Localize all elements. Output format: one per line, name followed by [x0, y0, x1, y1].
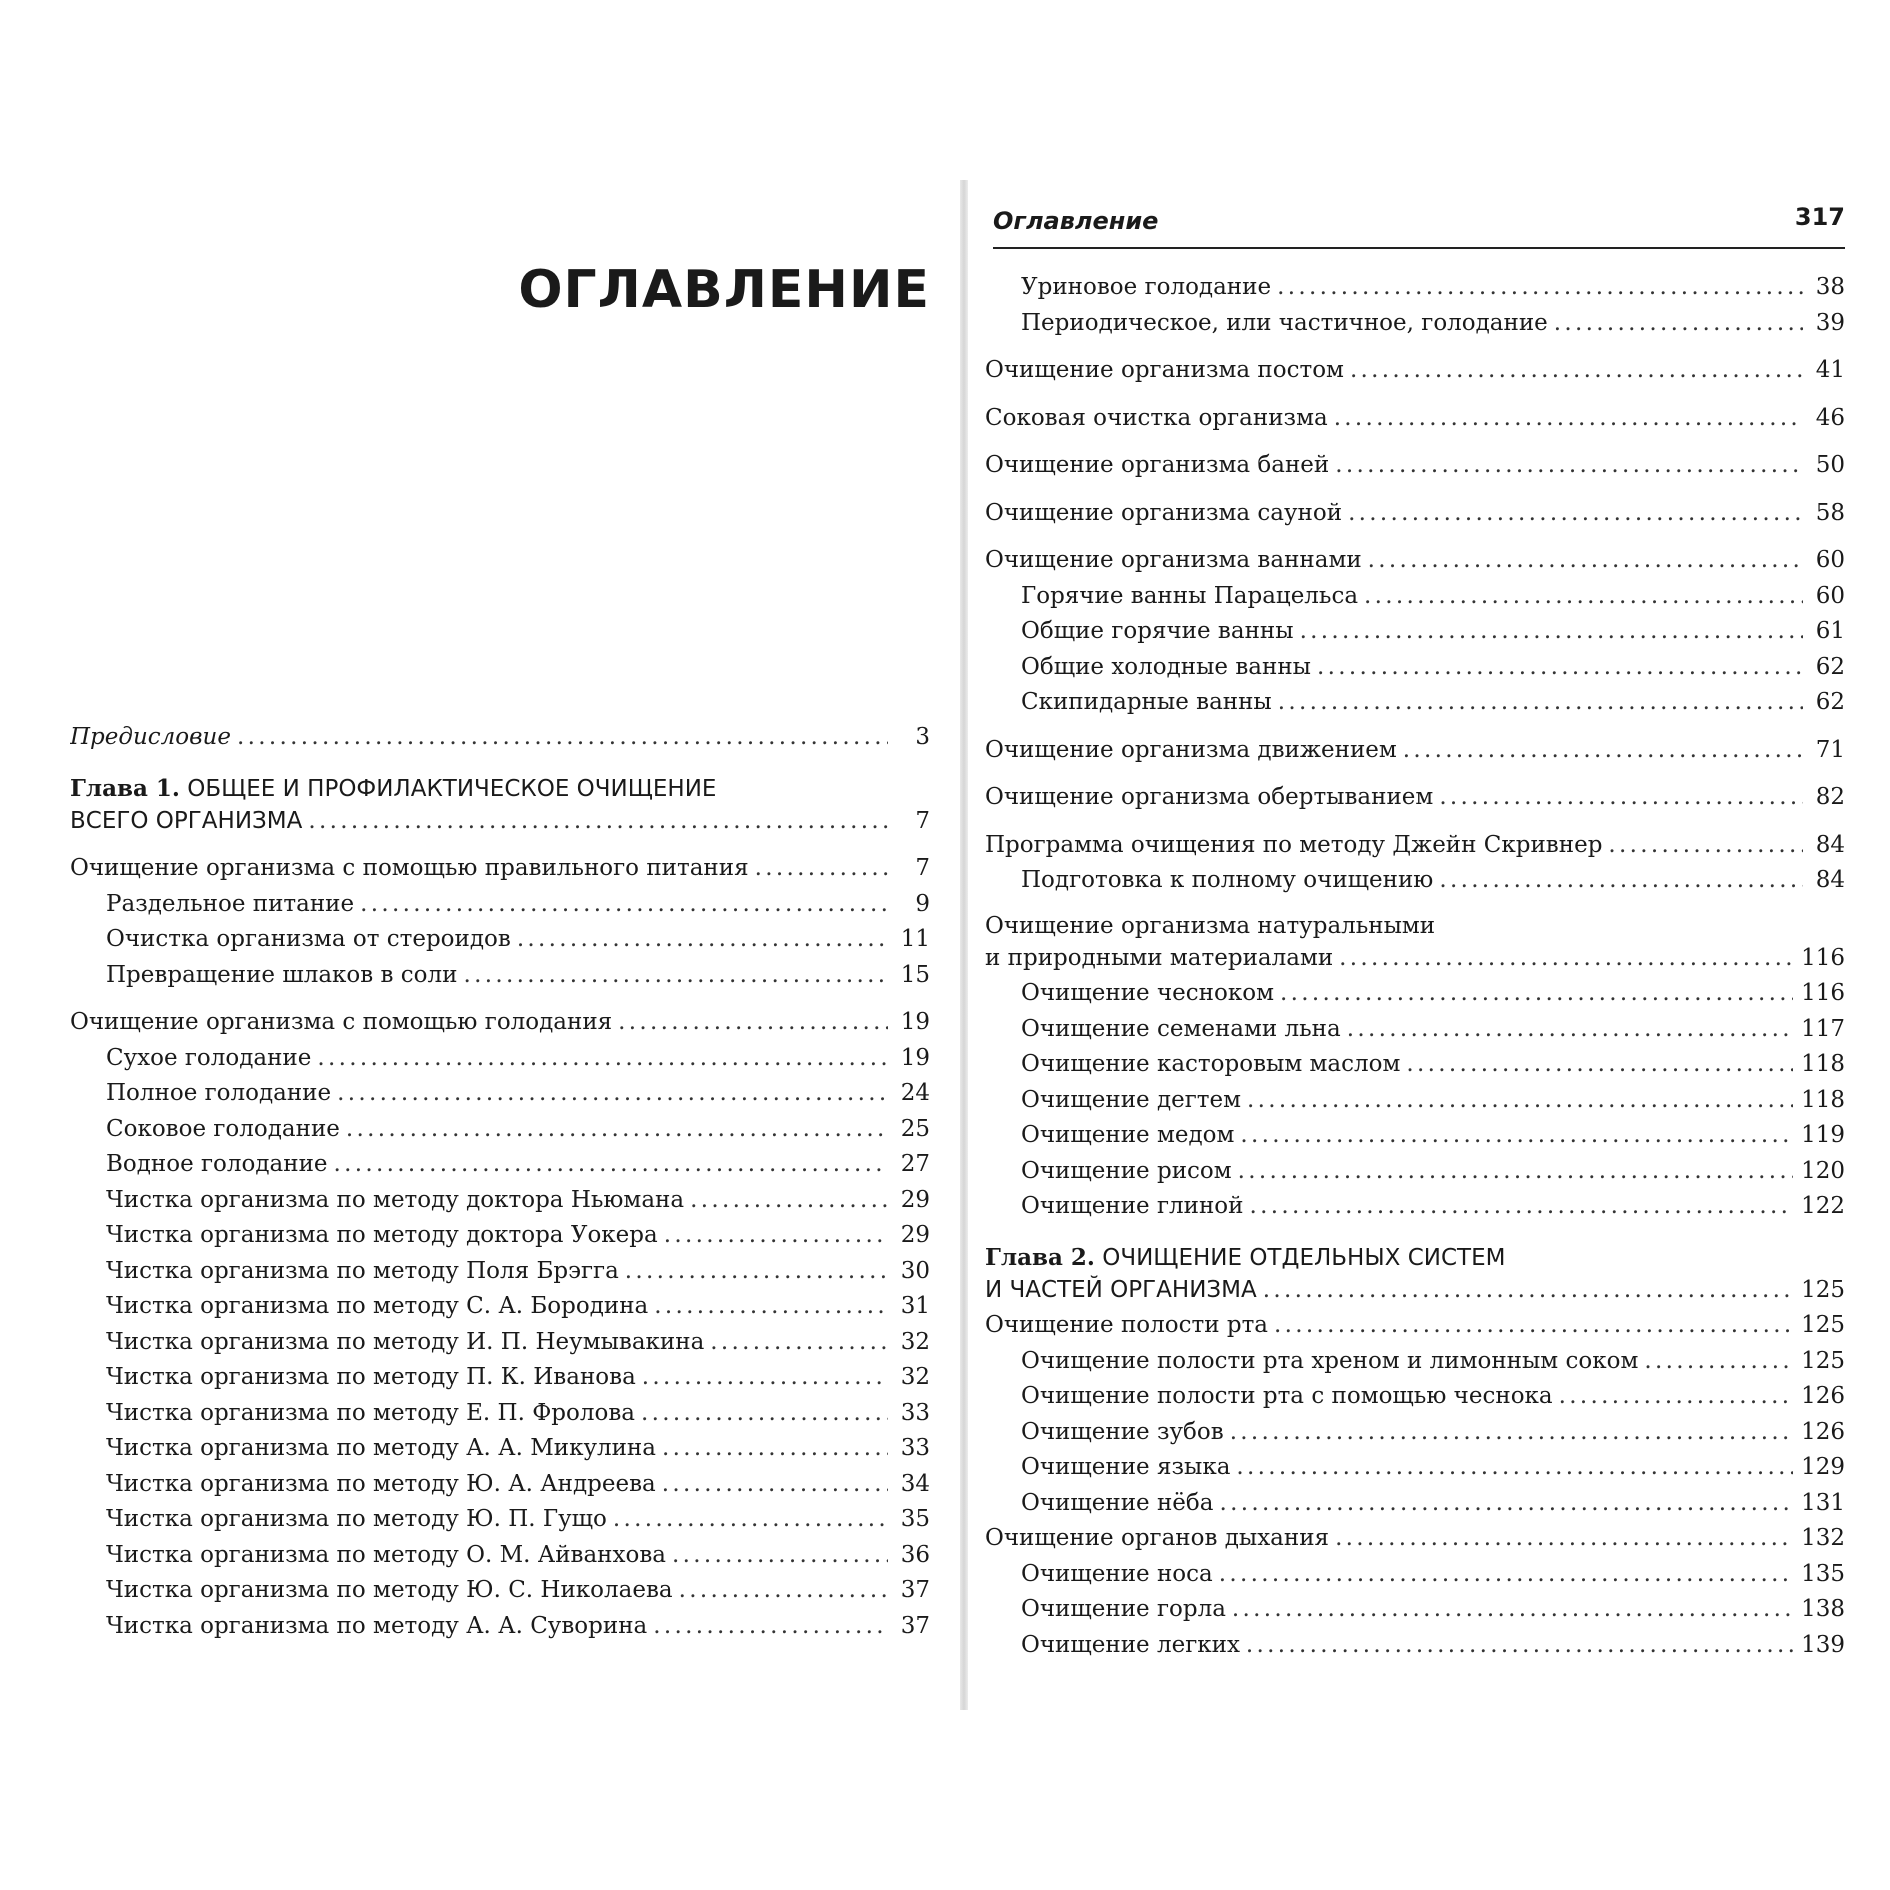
toc-page-number: 24	[900, 1080, 930, 1106]
toc-entry-title: Чистка организма по методу А. А. Микулина	[106, 1435, 656, 1461]
dot-leader	[517, 922, 888, 958]
dot-leader	[664, 1218, 888, 1254]
toc-entry-title: Подготовка к полному очищению	[1021, 867, 1434, 893]
dot-leader	[641, 1396, 888, 1432]
dot-leader	[1317, 650, 1803, 686]
toc-page-number: 30	[900, 1257, 930, 1284]
toc-page-number: 120	[1801, 1157, 1845, 1184]
toc-page-number: 41	[1815, 357, 1845, 383]
toc-page-number: 126	[1801, 1383, 1845, 1409]
toc-page-number: 122	[1801, 1193, 1845, 1219]
toc-page-number: 139	[1801, 1631, 1845, 1658]
toc-subentry	[985, 1189, 1845, 1225]
dot-leader	[1364, 579, 1803, 615]
toc-page-number: 125	[1801, 1276, 1845, 1303]
toc-page-number: 129	[1801, 1454, 1845, 1480]
dot-leader	[1247, 1083, 1793, 1119]
toc-page-number: 60	[1815, 547, 1845, 573]
toc-subentry	[985, 579, 1845, 615]
toc-entry-title: Очищение органов дыхания	[985, 1525, 1330, 1551]
toc-subentry	[70, 1609, 930, 1645]
dot-leader	[317, 1041, 888, 1077]
toc-entry-title: Очищение чесноком	[1021, 980, 1274, 1006]
toc-entry-title: Очищение организма с помощью голодания	[70, 1009, 613, 1035]
dot-leader	[679, 1573, 888, 1609]
toc-page-number: 37	[900, 1612, 930, 1639]
dot-leader	[1236, 1450, 1793, 1486]
toc-entry-title: Очищение семенами льна	[1021, 1015, 1341, 1042]
toc-page-number: 62	[1815, 689, 1845, 715]
dot-leader	[1300, 614, 1803, 650]
toc-page-number: 31	[900, 1293, 930, 1319]
toc-entry-title: Предисловие	[70, 724, 231, 750]
toc-page-number: 125	[1801, 1347, 1845, 1374]
toc-entry	[985, 496, 1845, 532]
toc-subentry	[70, 1360, 930, 1396]
toc-page-number: 35	[900, 1506, 930, 1532]
toc-page-number: 117	[1801, 1015, 1845, 1042]
dot-leader	[1347, 1012, 1793, 1048]
toc-entry-title: Чистка организма по методу Е. П. Фролова	[106, 1399, 635, 1426]
toc-page-number: 38	[1815, 274, 1845, 300]
toc-page-number: 135	[1801, 1560, 1845, 1587]
toc-subentry	[985, 614, 1845, 650]
toc-subentry	[985, 1379, 1845, 1415]
toc-entry-title: Раздельное питание	[106, 890, 355, 917]
toc-entry-title: Полное голодание	[106, 1080, 332, 1106]
toc-subentry	[985, 650, 1845, 686]
dot-leader	[672, 1538, 888, 1574]
dot-leader	[1644, 1344, 1793, 1380]
toc-page-number: 37	[900, 1577, 930, 1603]
toc-subentry	[70, 1041, 930, 1077]
toc-subentry	[70, 887, 930, 923]
toc-subentry	[70, 1289, 930, 1325]
toc-subentry	[70, 1112, 930, 1148]
dot-leader	[1334, 401, 1803, 437]
dot-leader	[1348, 496, 1803, 532]
toc-left	[70, 720, 930, 1644]
toc-entry-title: Чистка организма по методу И. П. Неумывакина	[106, 1328, 705, 1355]
dot-leader	[662, 1467, 888, 1503]
toc-entry-title: Очищение организма с помощью правильного питания	[70, 855, 749, 881]
chapter-title: И ЧАСТЕЙ ОРГАНИЗМА	[985, 1276, 1257, 1303]
dot-leader	[1246, 1628, 1793, 1664]
dot-leader	[1232, 1592, 1793, 1628]
toc-entry-title: Очищение рисом	[1021, 1157, 1232, 1184]
toc-subentry	[70, 1183, 930, 1219]
toc-page-number: 33	[900, 1435, 930, 1461]
dot-leader	[1608, 828, 1803, 864]
toc-subentry	[985, 1012, 1845, 1048]
chapter-title: ВСЕГО ОРГАНИЗМА	[70, 807, 303, 834]
toc-entry-title: Очищение носа	[1021, 1560, 1213, 1587]
toc-entry-title: и природными материалами	[985, 944, 1334, 971]
toc-entry-title: Чистка организма по методу С. А. Бородина	[106, 1293, 649, 1319]
dot-leader	[1559, 1379, 1793, 1415]
toc-subentry	[70, 1218, 930, 1254]
dot-leader	[360, 887, 888, 923]
dot-leader	[618, 1005, 888, 1041]
dot-leader	[334, 1147, 888, 1183]
toc-entry-title: Очищение глиной	[1021, 1193, 1244, 1219]
dot-leader	[1406, 1047, 1793, 1083]
toc-subentry	[70, 1254, 930, 1290]
dot-leader	[1278, 685, 1803, 721]
dot-leader	[1274, 1308, 1793, 1344]
toc-page-number: 50	[1815, 452, 1845, 478]
toc-page-number: 132	[1801, 1525, 1845, 1551]
toc-entry-title: Периодическое, или частичное, голодание	[1021, 309, 1548, 336]
toc-entry-title: Чистка организма по методу доктора Уокера	[106, 1222, 658, 1248]
running-header	[993, 195, 1845, 249]
toc-page-number: 116	[1801, 980, 1845, 1006]
toc-subentry	[70, 1502, 930, 1538]
toc-entry	[985, 828, 1845, 864]
toc-entry-title: Очищение организма обертыванием	[985, 784, 1434, 810]
dot-leader	[755, 851, 888, 887]
toc-entry-title: Очищение организма движением	[985, 736, 1397, 763]
dot-leader	[1368, 543, 1803, 579]
toc-entry	[985, 1308, 1845, 1344]
chapter-2-heading-line2	[985, 1273, 1845, 1309]
dot-leader	[710, 1325, 888, 1361]
dot-leader	[662, 1431, 888, 1467]
toc-entry-title: Превращение шлаков в соли	[106, 961, 458, 988]
dot-leader	[1439, 780, 1803, 816]
toc-entry-title: Чистка организма по методу А. А. Суворина	[106, 1612, 648, 1639]
toc-subentry	[985, 1486, 1845, 1522]
toc-page-number: 125	[1801, 1312, 1845, 1338]
toc-subentry	[70, 1467, 930, 1503]
toc-page-number: 33	[900, 1399, 930, 1426]
toc-entry-preface	[70, 720, 930, 756]
toc-page-number: 32	[900, 1328, 930, 1355]
toc-subentry	[70, 958, 930, 994]
chapter-label: Глава 2.	[985, 1243, 1095, 1271]
toc-subentry	[985, 685, 1845, 721]
toc-page-number: 58	[1815, 499, 1845, 526]
toc-page-number: 29	[900, 1186, 930, 1213]
chapter-1-heading-line1	[70, 774, 930, 804]
toc-entry-title: Общие холодные ванны	[1021, 653, 1311, 680]
toc-entry-title: Горячие ванны Парацельса	[1021, 582, 1359, 609]
dot-leader	[1230, 1415, 1793, 1451]
toc-page-number: 119	[1801, 1122, 1845, 1148]
toc-entry	[985, 941, 1845, 977]
toc-entry	[985, 733, 1845, 769]
toc-entry-title: Водное голодание	[106, 1151, 328, 1177]
toc-page-number: 46	[1815, 404, 1845, 431]
toc-entry-title: Соковое голодание	[106, 1115, 340, 1142]
toc-entry-title: Очищение дегтем	[1021, 1086, 1242, 1113]
dot-leader	[463, 958, 888, 994]
dot-leader	[1280, 976, 1793, 1012]
toc-entry-title: Очищение полости рта с помощью чеснока	[1021, 1383, 1553, 1409]
toc-page-number: 60	[1815, 582, 1845, 609]
toc-subentry	[70, 1538, 930, 1574]
chapter-title: ОБЩЕЕ И ПРОФИЛАКТИЧЕСКОЕ ОЧИЩЕНИЕ	[187, 775, 717, 802]
toc-page-number: 61	[1815, 618, 1845, 644]
toc-page-number: 9	[915, 890, 930, 917]
running-head-title: Оглавление	[993, 207, 1159, 235]
toc-entry-title: Чистка организма по методу доктора Ньюмана	[106, 1186, 685, 1213]
dot-leader	[613, 1502, 888, 1538]
toc-subentry	[985, 306, 1845, 342]
toc-page-number: 7	[915, 855, 930, 881]
dot-leader	[690, 1183, 888, 1219]
book-gutter	[960, 180, 968, 1710]
chapter-title: ОЧИЩЕНИЕ ОТДЕЛЬНЫХ СИСТЕМ	[1102, 1244, 1506, 1271]
toc-subentry	[985, 1628, 1845, 1664]
toc-page-number: 32	[900, 1364, 930, 1390]
toc-page-number: 25	[900, 1115, 930, 1142]
toc-subentry	[985, 1344, 1845, 1380]
toc-entry-title: Очищение языка	[1021, 1454, 1231, 1480]
toc-page-number: 84	[1815, 831, 1845, 858]
page-number: 317	[1794, 203, 1845, 231]
toc-page-number: 34	[900, 1470, 930, 1497]
toc-subentry	[985, 976, 1845, 1012]
toc-subentry	[985, 1083, 1845, 1119]
dot-leader	[1554, 306, 1803, 342]
toc-subentry	[985, 1047, 1845, 1083]
toc-entry-title: Очищение организма постом	[985, 357, 1344, 383]
toc-page-number: 27	[900, 1151, 930, 1177]
toc-page-number: 15	[900, 961, 930, 988]
toc-page-number: 71	[1815, 736, 1845, 763]
toc-entry	[985, 1521, 1845, 1557]
toc-entry-title: Очищение горла	[1021, 1596, 1226, 1622]
toc-entry	[70, 1005, 930, 1041]
toc-subentry	[985, 270, 1845, 306]
toc-page-number: 7	[915, 807, 930, 834]
toc-entry-title: Очищение нёба	[1021, 1489, 1214, 1516]
toc-page-number: 62	[1815, 653, 1845, 680]
toc-entry	[985, 353, 1845, 389]
dot-leader	[625, 1254, 888, 1290]
dot-leader	[1439, 863, 1803, 899]
toc-entry	[985, 780, 1845, 816]
toc-subentry	[985, 863, 1845, 899]
dot-leader	[1335, 448, 1803, 484]
toc-subentry	[70, 1396, 930, 1432]
dot-leader	[1219, 1486, 1793, 1522]
toc-subentry	[985, 1592, 1845, 1628]
toc-entry	[985, 543, 1845, 579]
chapter-label: Глава 1.	[70, 774, 180, 802]
toc-subentry	[985, 1450, 1845, 1486]
toc-entry-title: Чистка организма по методу Ю. П. Гущо	[106, 1506, 607, 1532]
toc-page-number: 116	[1801, 944, 1845, 971]
toc-entry-title: Чистка организма по методу Ю. А. Андреева	[106, 1470, 656, 1497]
toc-page-number: 36	[900, 1541, 930, 1568]
dot-leader	[346, 1112, 888, 1148]
dot-leader	[337, 1076, 888, 1112]
dot-leader	[1263, 1273, 1793, 1309]
toc-entry-title: Очищение организма сауной	[985, 499, 1343, 526]
toc-page-number: 126	[1801, 1418, 1845, 1445]
dot-leader	[1238, 1154, 1793, 1190]
toc-subentry	[985, 1557, 1845, 1593]
toc-page-number: 118	[1801, 1086, 1845, 1113]
dot-leader	[308, 804, 888, 840]
toc-entry-title: Скипидарные ванны	[1021, 689, 1272, 715]
dot-leader	[1219, 1557, 1793, 1593]
toc-entry	[70, 851, 930, 887]
toc-subentry	[70, 1147, 930, 1183]
toc-subentry	[70, 1076, 930, 1112]
toc-page-number: 131	[1801, 1489, 1845, 1516]
toc-entry-title: Очищение полости рта хреном и лимонным соком	[1021, 1347, 1639, 1374]
toc-entry	[985, 448, 1845, 484]
toc-subentry	[70, 1325, 930, 1361]
toc-entry-title: Уриновое голодание	[1021, 274, 1272, 300]
chapter-2-heading-line1	[985, 1243, 1845, 1273]
toc-entry-title: Очищение касторовым маслом	[1021, 1051, 1401, 1077]
toc-subentry	[70, 1431, 930, 1467]
toc-page-number: 138	[1801, 1596, 1845, 1622]
toc-subentry	[70, 1573, 930, 1609]
toc-entry-title: Очищение организма ваннами	[985, 547, 1362, 573]
dot-leader	[654, 1289, 888, 1325]
toc-entry-title: Очищение медом	[1021, 1122, 1235, 1148]
toc-entry-title: Сухое голодание	[106, 1044, 312, 1071]
toc-subentry	[985, 1154, 1845, 1190]
dot-leader	[1350, 353, 1803, 389]
dot-leader	[237, 720, 888, 756]
toc-entry-title: Чистка организма по методу О. М. Айванхова	[106, 1541, 666, 1568]
toc-entry	[985, 401, 1845, 437]
chapter-1-heading-line2	[70, 804, 930, 840]
dot-leader	[1249, 1189, 1793, 1225]
dot-leader	[1339, 941, 1793, 977]
toc-entry-title: Программа очищения по методу Джейн Скривнер	[985, 831, 1603, 858]
page-title: ОГЛАВЛЕНИЕ	[518, 260, 930, 320]
right-page	[985, 180, 1845, 1690]
toc-entry-title: Очищение организма баней	[985, 452, 1330, 478]
toc-page-number: 3	[915, 724, 930, 750]
dot-leader	[1335, 1521, 1793, 1557]
toc-subentry	[985, 1415, 1845, 1451]
toc-entry-title: Чистка организма по методу П. К. Иванова	[106, 1364, 636, 1390]
toc-entry-title: Очистка организма от стероидов	[106, 926, 511, 952]
toc-page-number: 39	[1815, 309, 1845, 336]
toc-page-number: 11	[900, 926, 930, 952]
dot-leader	[653, 1609, 888, 1645]
toc-entry-title: Соковая очистка организма	[985, 404, 1328, 431]
toc-entry-title: Чистка организма по методу Ю. С. Николаева	[106, 1577, 673, 1603]
toc-page-number: 118	[1801, 1051, 1845, 1077]
dot-leader	[1277, 270, 1803, 306]
toc-page-number: 19	[900, 1009, 930, 1035]
left-page	[70, 180, 930, 1690]
toc-entry-title: Очищение зубов	[1021, 1418, 1224, 1445]
toc-subentry	[985, 1118, 1845, 1154]
toc-entry-title: Общие горячие ванны	[1021, 618, 1294, 644]
dot-leader	[1403, 733, 1803, 769]
toc-right	[985, 270, 1845, 1663]
toc-page-number: 19	[900, 1044, 930, 1071]
toc-entry-title: Чистка организма по методу Поля Брэгга	[106, 1257, 619, 1284]
dot-leader	[642, 1360, 888, 1396]
toc-page-number: 29	[900, 1222, 930, 1248]
toc-page-number: 82	[1815, 784, 1845, 810]
toc-subentry	[70, 922, 930, 958]
toc-entry-title: Очищение полости рта	[985, 1312, 1269, 1338]
dot-leader	[1240, 1118, 1793, 1154]
toc-page-number: 84	[1815, 867, 1845, 893]
toc-entry-title: Очищение легких	[1021, 1631, 1240, 1658]
toc-entry-title-line1: Очищение организма натуральными	[985, 912, 1436, 939]
